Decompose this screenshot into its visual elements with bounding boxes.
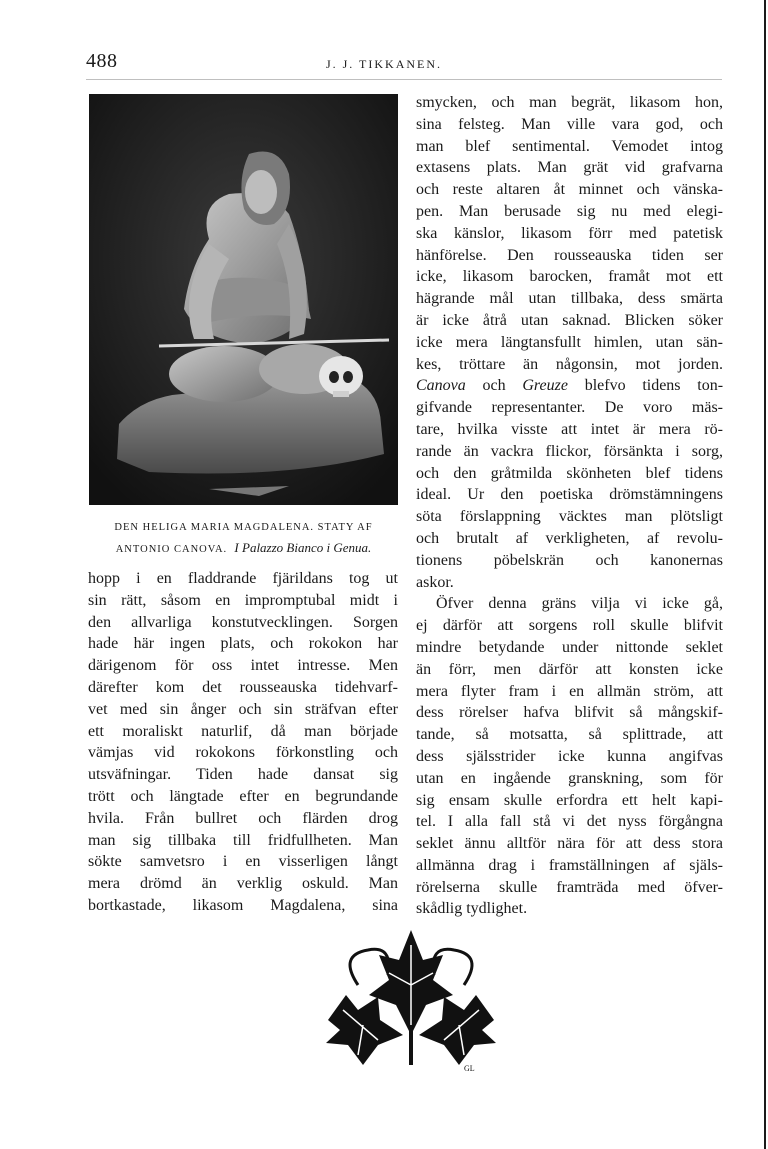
text-line: tare, hvilka visste att intet är mera rö-	[416, 420, 723, 438]
page-number: 488	[86, 50, 118, 72]
statue-photo-icon	[89, 94, 398, 505]
text-line: hopp i en fladdrande fjärildans tog ut	[88, 570, 398, 587]
text-line: rörelserna skulle framträda med öfver-	[416, 878, 723, 896]
text-line: vämjas vid rokokons förkonstling och	[88, 744, 398, 762]
text-line: gifvande representanter. De voro mäs-	[416, 399, 723, 417]
text-line: sig ensam skulle erfordra ett helt kapi-	[416, 791, 723, 809]
text-line: seklet ännu alltför nära för att dess stora	[416, 835, 723, 853]
text-line: tionens pöbelskrän och kanonernas	[416, 551, 723, 569]
text-line: rande än vackra flickor, försänkta i sorg,	[416, 442, 723, 460]
text-line: man sig tillbaka till fridfullheten. Man	[88, 831, 398, 849]
caption-artist: ANTONIO CANOVA.	[115, 544, 228, 555]
text-fragment: blefvo tidens ton-	[584, 377, 724, 395]
text-line: och den gråtmilda skönheten blef tidens	[416, 464, 723, 482]
text-line: hvila. Från bullret och flärden drog	[88, 809, 398, 827]
text-line: mera drömd än verklig oskuld. Man	[88, 875, 398, 893]
text-line: sökte samvetsro i en visserligen långt	[88, 853, 398, 871]
text-line: än förr, men därför att konsten icke	[416, 660, 723, 678]
artist-name-canova: Canova	[416, 377, 466, 395]
text-line: ett moraliskt naturlif, då man började	[88, 722, 398, 740]
text-line: ej därför att sorgens roll skulle blifvit	[416, 617, 723, 635]
text-line: och brutalt af verkligheten, af revolu-	[416, 529, 723, 547]
text-line: sin rätt, såsom en impromptubal midt i	[88, 591, 398, 609]
text-line: man blef sentimental. Vemodet intog	[416, 137, 723, 155]
text-line: Öfver denna gräns vilja vi icke gå,	[436, 595, 723, 613]
text-line: pen. Man berusade sig nu med elegi-	[416, 202, 723, 220]
text-line: och reste altaren åt minnet och vänska-	[416, 181, 723, 199]
text-line: bortkastade, likasom Magdalena, sina	[88, 896, 398, 914]
text-line: tel. I alla fall stå vi det nyss förgångna	[416, 813, 723, 831]
text-line: vet med sin ånger och sin sträfvan efter	[88, 700, 398, 718]
text-fragment: och	[482, 377, 506, 395]
artist-name-greuze: Greuze	[522, 377, 568, 395]
text-line: därefter kom det rousseauska tidehvarf-	[88, 678, 398, 696]
text-line: icke mera längtansfullt himlen, utan sän-	[416, 333, 723, 351]
text-line: dess rörelser hafva blifvit så mångskif-	[416, 704, 723, 722]
ivy-leaf-icon	[318, 925, 504, 1077]
text-line: hägrande mål utan tillbaka, dess smärta	[416, 290, 723, 308]
text-line: smycken, och man begrät, likasom hon,	[416, 94, 723, 111]
text-line: utan en ingående granskning, som för	[416, 769, 723, 787]
ornament-monogram: GL	[464, 1064, 475, 1073]
text-line: utsväfningar. Tiden hade dansat sig	[88, 766, 398, 784]
text-line: kes, tröttare än någonsin, mot jorden.	[416, 355, 723, 373]
left-text-column	[88, 568, 398, 917]
text-line: trött och längtade efter en begrundande	[88, 787, 398, 805]
text-line-names	[416, 375, 723, 397]
text-line: skådlig tydlighet.	[416, 900, 528, 918]
text-line: ska känslor, likasom förr med patetisk	[416, 224, 723, 242]
text-line: ideal. Ur den poetiska drömstämningens	[416, 486, 723, 504]
header-rule	[86, 79, 722, 80]
figure-caption	[89, 518, 398, 560]
text-line: extasens plats. Man grät vid grafvarna	[416, 159, 723, 177]
text-line: därigenom för oss intet intresse. Men	[88, 657, 398, 675]
text-line: dess själsstrider icke kunna angifvas	[416, 747, 723, 765]
text-line: den allvarliga konstutvecklingen. Sorgen	[88, 613, 398, 631]
text-line: mindre betydande under nittonde seklet	[416, 638, 723, 656]
caption-location: I Palazzo Bianco i Genua.	[234, 540, 372, 555]
text-line: söta förslappning väcktes man plötsligt	[416, 508, 723, 526]
caption-line-1: DEN HELIGA MARIA MAGDALENA. STATY AF	[114, 522, 373, 533]
ivy-leaf-ornament	[318, 925, 504, 1077]
right-text-column	[416, 92, 723, 920]
page-edge-border	[764, 0, 766, 1149]
text-line: icke, likasom barocken, framåt mot ett	[416, 268, 723, 286]
text-line: askor.	[416, 573, 454, 591]
text-line: hänförelse. Den rousseauska tiden ser	[416, 246, 723, 264]
text-line: sina felsteg. Man ville vara god, och	[416, 115, 723, 133]
text-line: är icke åtrå utan saknad. Blicken söker	[416, 311, 723, 329]
text-line: tande, så motsatta, så splittrade, att	[416, 726, 723, 744]
text-line: hade här ingen plats, och rokokon har	[88, 635, 398, 653]
text-line: mera flyter fram i en allmän ström, att	[416, 682, 723, 700]
statue-photograph	[89, 94, 398, 505]
caption-line-2	[89, 538, 398, 560]
text-line: allmänna drag i framställningen af själs-	[416, 856, 723, 874]
running-title: J. J. TIKKANEN.	[325, 57, 443, 71]
